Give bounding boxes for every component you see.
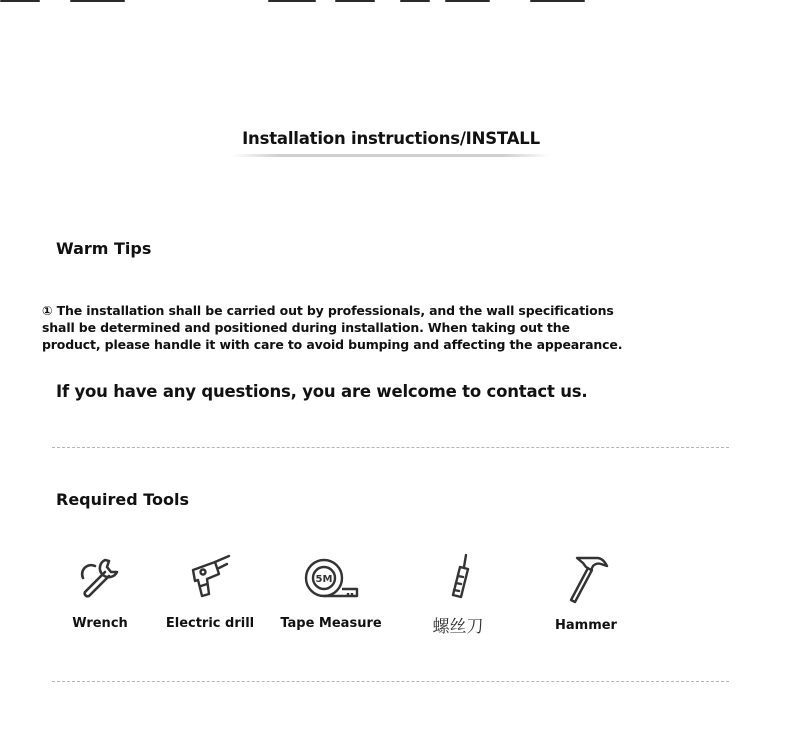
required-tools-heading: Required Tools [56,490,190,509]
title-underline [232,154,550,157]
warm-tips-heading: Warm Tips [56,239,152,258]
wrench-icon [75,552,125,602]
tool-label: 螺丝刀 [432,617,484,637]
tool-wrench [45,552,155,631]
tool-tape-measure [276,552,386,631]
warm-tips-line: product, please handle it with care to avoid bumping and affecting the appearance. [42,337,623,352]
tool-electric-drill [155,552,265,631]
warm-tips-line: ① The installation shall be carried out by professionals, and the wall specifications [42,303,614,318]
top-cropped-banner [0,0,790,4]
contact-message: If you have any questions, you are welcome to contact us. [56,382,588,401]
tape-measure-size-label: 5M [315,574,333,585]
section-divider [52,447,729,448]
tool-screwdriver [403,552,513,637]
bottom-divider [52,681,729,682]
hammer-icon [561,552,611,604]
tool-label: Wrench [72,616,128,631]
page-title: Installation instructions/INSTALL [242,129,540,148]
tool-label: Electric drill [165,616,255,631]
tool-label: Hammer [555,618,617,633]
screwdriver-icon [433,552,483,602]
tool-label: Tape Measure [280,616,382,631]
warm-tips-line: shall be determined and positioned during installation. When taking out the [42,320,570,335]
tape-measure-icon [301,552,361,602]
electric-drill-icon [185,552,235,602]
warm-tips-text [42,302,652,353]
tool-hammer [531,552,641,633]
